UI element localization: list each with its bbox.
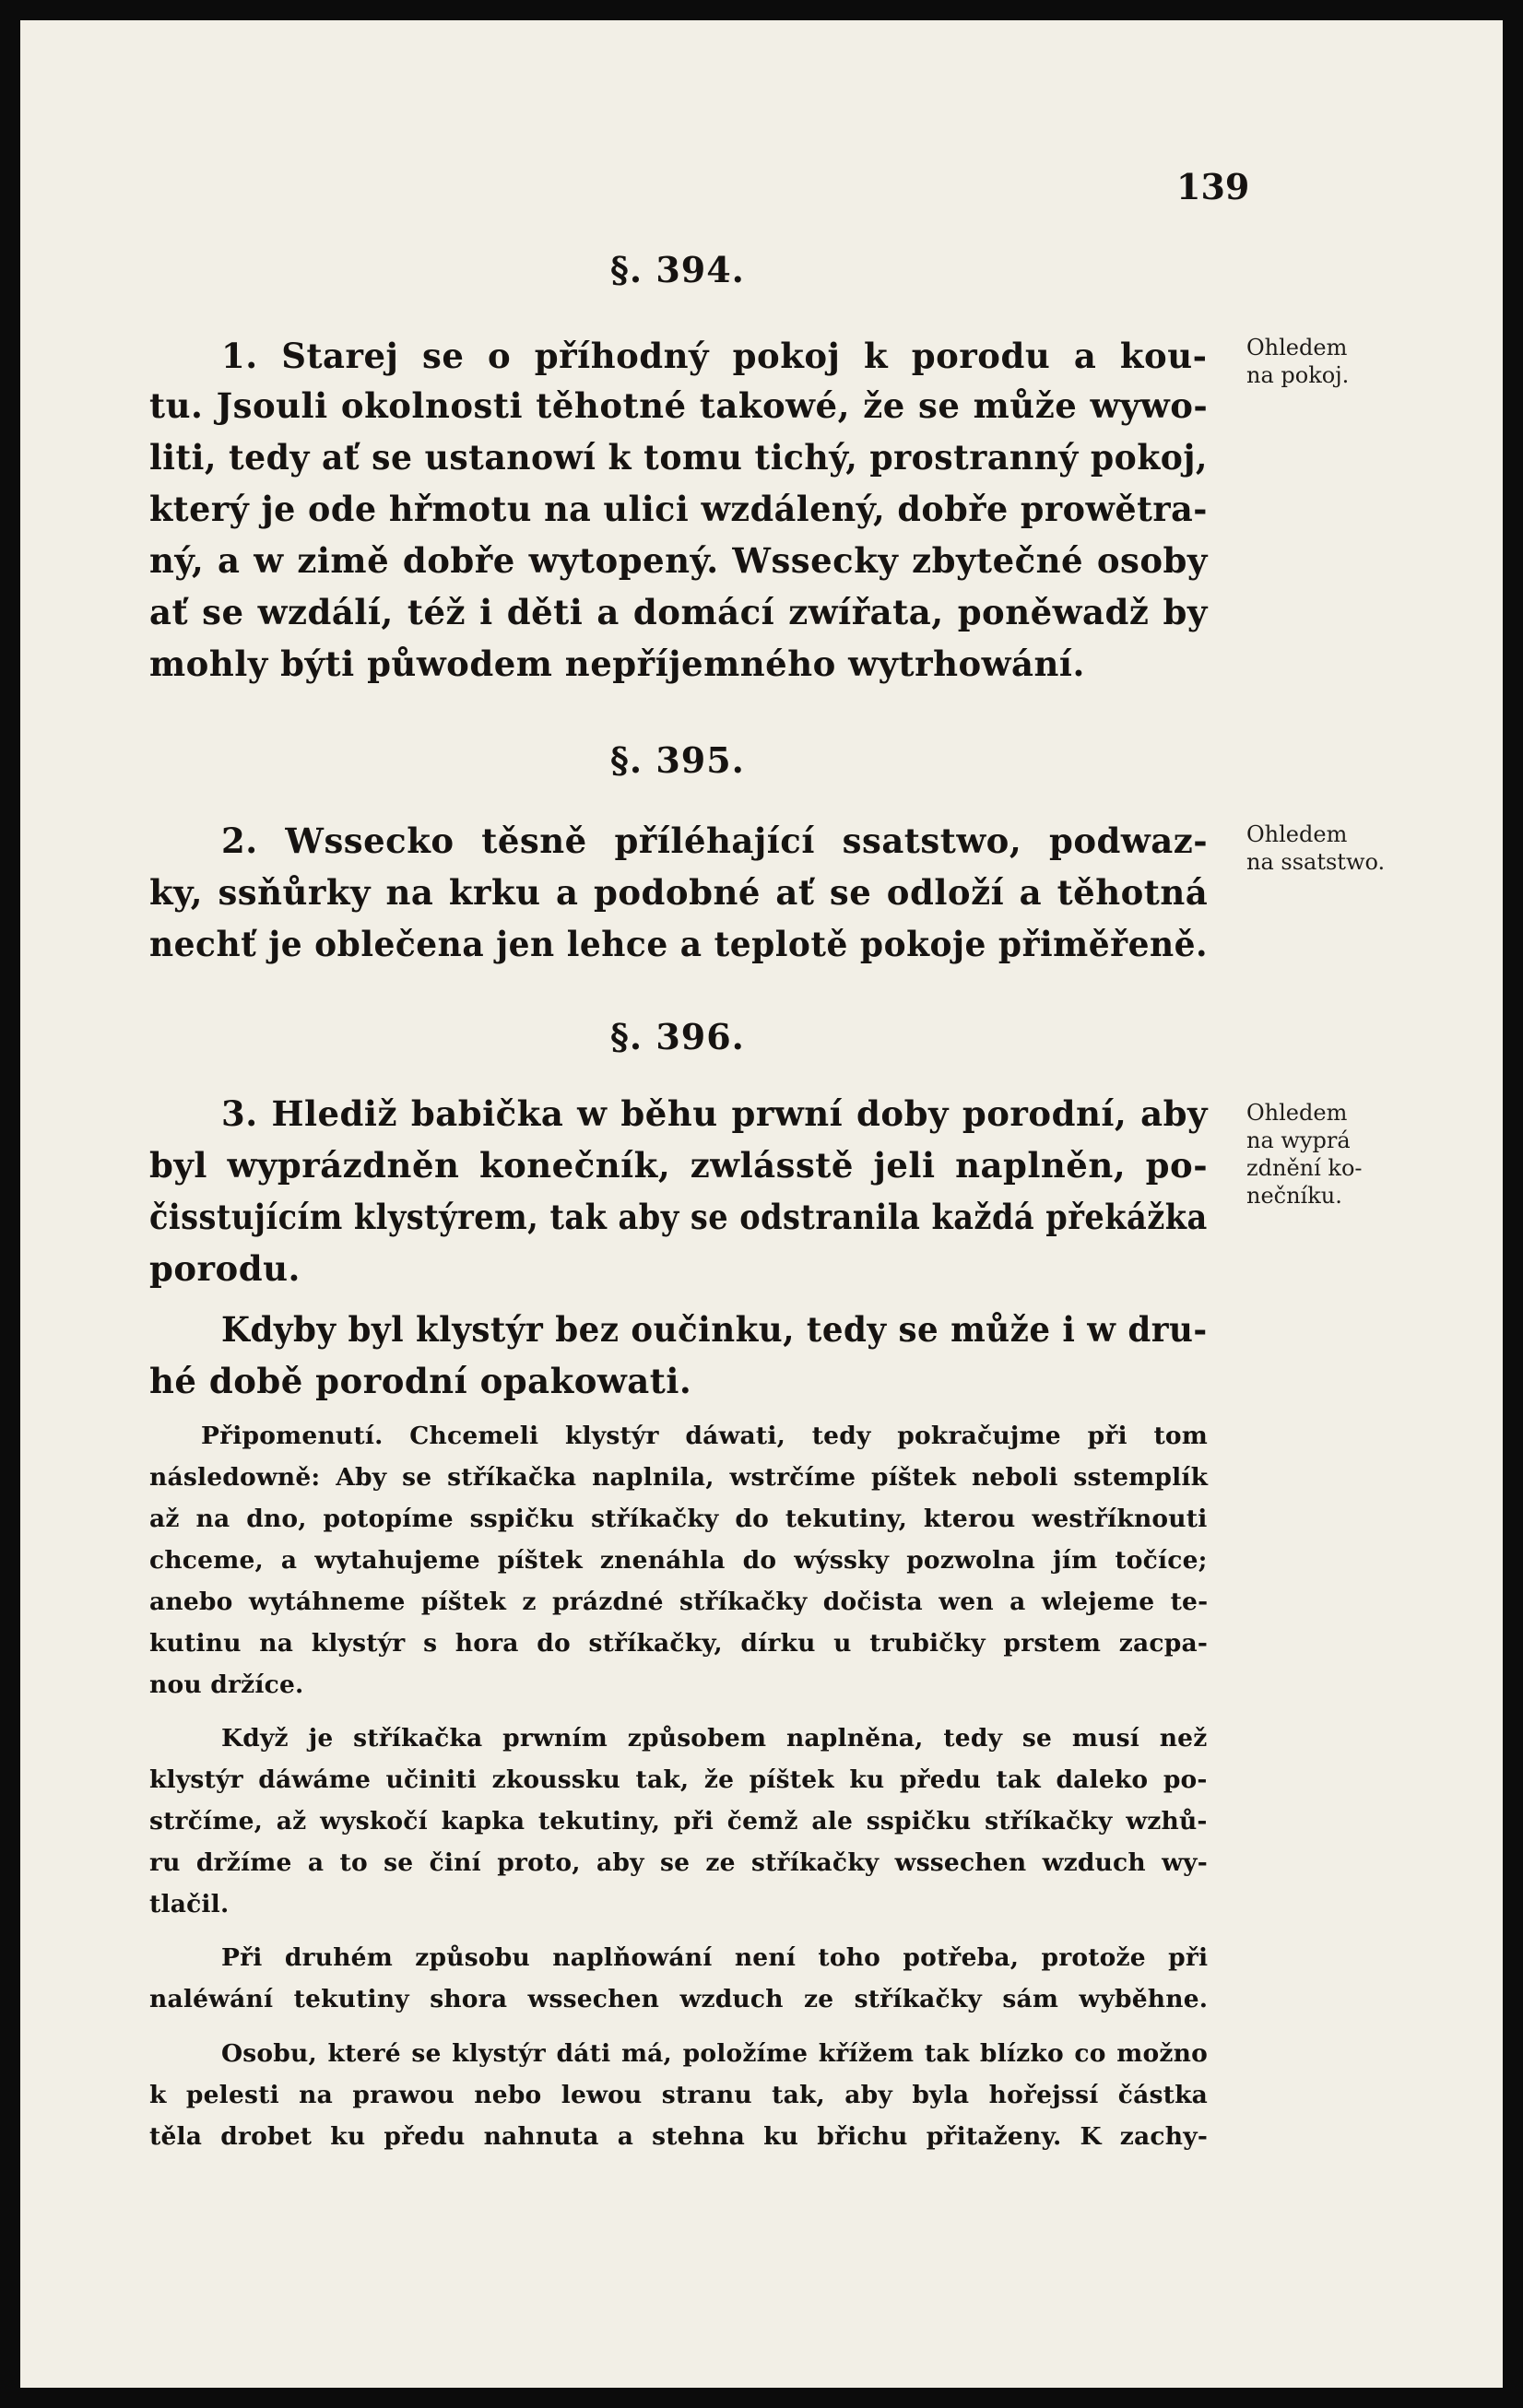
section-heading-396: §. 396. bbox=[610, 1016, 745, 1057]
note-line: strčíme, až wyskočí kapka tekutiny, při čemž ale sspičku stříkačky wzhů- bbox=[149, 1807, 1208, 1836]
margin-note-pokoj bbox=[1246, 334, 1349, 389]
margin-note-line: Ohledem bbox=[1246, 821, 1348, 847]
text-line: čisstujícím klystýrem, tak aby se odstranila každá překážka bbox=[149, 1197, 1208, 1237]
margin-note-line: zdnění ko- bbox=[1246, 1155, 1363, 1181]
note-line: Připomenutí. Chcemeli klystýr dáwati, tedy pokračujme při tom bbox=[201, 1422, 1209, 1450]
note-line: Osobu, které se klystýr dáti má, položíme křížem tak blízko co možno bbox=[221, 2039, 1208, 2068]
text-line: který je ode hřmotu na ulici wzdálený, dobře prowětra- bbox=[149, 489, 1208, 529]
text-line: 2. Wssecko těsně příléhající ssatstwo, podwaz- bbox=[221, 820, 1209, 861]
text-line: mohly býti půwodem nepříjemného wytrhowání. bbox=[149, 643, 1085, 684]
note-line: nou držíce. bbox=[149, 1670, 304, 1699]
note-line: kutinu na klystýr s hora do stříkačky, dírku u trubičky prstem zacpa- bbox=[149, 1629, 1209, 1658]
note-line: Když je stříkačka prwním způsobem naplněna, tedy se musí než bbox=[221, 1724, 1208, 1753]
margin-note-line: na ssatstwo. bbox=[1246, 849, 1386, 875]
margin-note-line: na pokoj. bbox=[1246, 362, 1350, 388]
margin-note-line: na wyprá bbox=[1246, 1127, 1351, 1153]
text-line: ný, a w zimě dobře wytopený. Wssecky zbytečné osoby bbox=[149, 540, 1208, 581]
text-line: tu. Jsouli okolnosti těhotné takowé, že se může wywo- bbox=[149, 385, 1209, 426]
text-line: nechť je oblečena jen lehce a teplotě pokoje přiměřeně. bbox=[149, 924, 1209, 964]
text-line: liti, tedy ať se ustanowí k tomu tichý, prostranný pokoj, bbox=[149, 437, 1209, 478]
text-line: 3. Hlediž babička w běhu prwní doby porodní, aby bbox=[221, 1093, 1209, 1134]
margin-note-line: Ohledem bbox=[1246, 335, 1348, 360]
text-line: porodu. bbox=[149, 1248, 301, 1289]
margin-note-ssatstwo bbox=[1246, 820, 1385, 876]
text-line: ať se wzdálí, též i děti a domácí zwířata, poněwadž by bbox=[149, 592, 1208, 632]
text-line: 1. Starej se o příhodný pokoj k porodu a kou- bbox=[221, 336, 1208, 376]
text-line: Kdyby byl klystýr bez oučinku, tedy se může i w dru- bbox=[221, 1309, 1208, 1350]
margin-note-line: nečníku. bbox=[1246, 1183, 1342, 1209]
book-page bbox=[20, 20, 1503, 2388]
note-line: následowně: Aby se stříkačka naplnila, wstrčíme píštek neboli sstemplík bbox=[149, 1463, 1209, 1492]
margin-note-konecnik bbox=[1246, 1099, 1363, 1210]
note-line: naléwání tekutiny shora wssechen wzduch ze stříkačky sám wyběhne. bbox=[149, 1985, 1209, 2013]
note-line: anebo wytáhneme píštek z prázdné stříkačky dočista wen a wlejeme te- bbox=[149, 1588, 1209, 1616]
note-line: ru držíme a to se činí proto, aby se ze stříkačky wssechen wzduch wy- bbox=[149, 1848, 1208, 1877]
text-line: ky, ssňůrky na krku a podobné ať se odloží a těhotná bbox=[149, 872, 1209, 913]
page-number: 139 bbox=[1176, 166, 1250, 207]
text-line: byl wyprázdněn konečník, zwlásstě jeli naplněn, po- bbox=[149, 1145, 1209, 1186]
section-heading-394: §. 394. bbox=[610, 249, 745, 290]
note-line: tlačil. bbox=[149, 1890, 230, 1918]
margin-note-line: Ohledem bbox=[1246, 1100, 1348, 1126]
note-line: klystýr dáwáme učiniti zkoussku tak, že píštek ku předu tak daleko po- bbox=[149, 1765, 1208, 1794]
section-heading-395: §. 395. bbox=[610, 739, 745, 781]
note-line: Při druhém způsobu naplňowání není toho potřeba, protože při bbox=[221, 1943, 1209, 1972]
note-line: až na dno, potopíme sspičku stříkačky do tekutiny, kterou westříknouti bbox=[149, 1505, 1208, 1533]
note-line: chceme, a wytahujeme píštek znenáhla do wýssky pozwolna jím točíce; bbox=[149, 1546, 1208, 1575]
note-line: těla drobet ku předu nahnuta a stehna ku břichu přitaženy. K zachy- bbox=[149, 2122, 1209, 2151]
text-line: hé době porodní opakowati. bbox=[149, 1361, 692, 1401]
note-line: k pelesti na prawou nebo lewou stranu tak, aby byla hořejssí částka bbox=[149, 2081, 1209, 2109]
